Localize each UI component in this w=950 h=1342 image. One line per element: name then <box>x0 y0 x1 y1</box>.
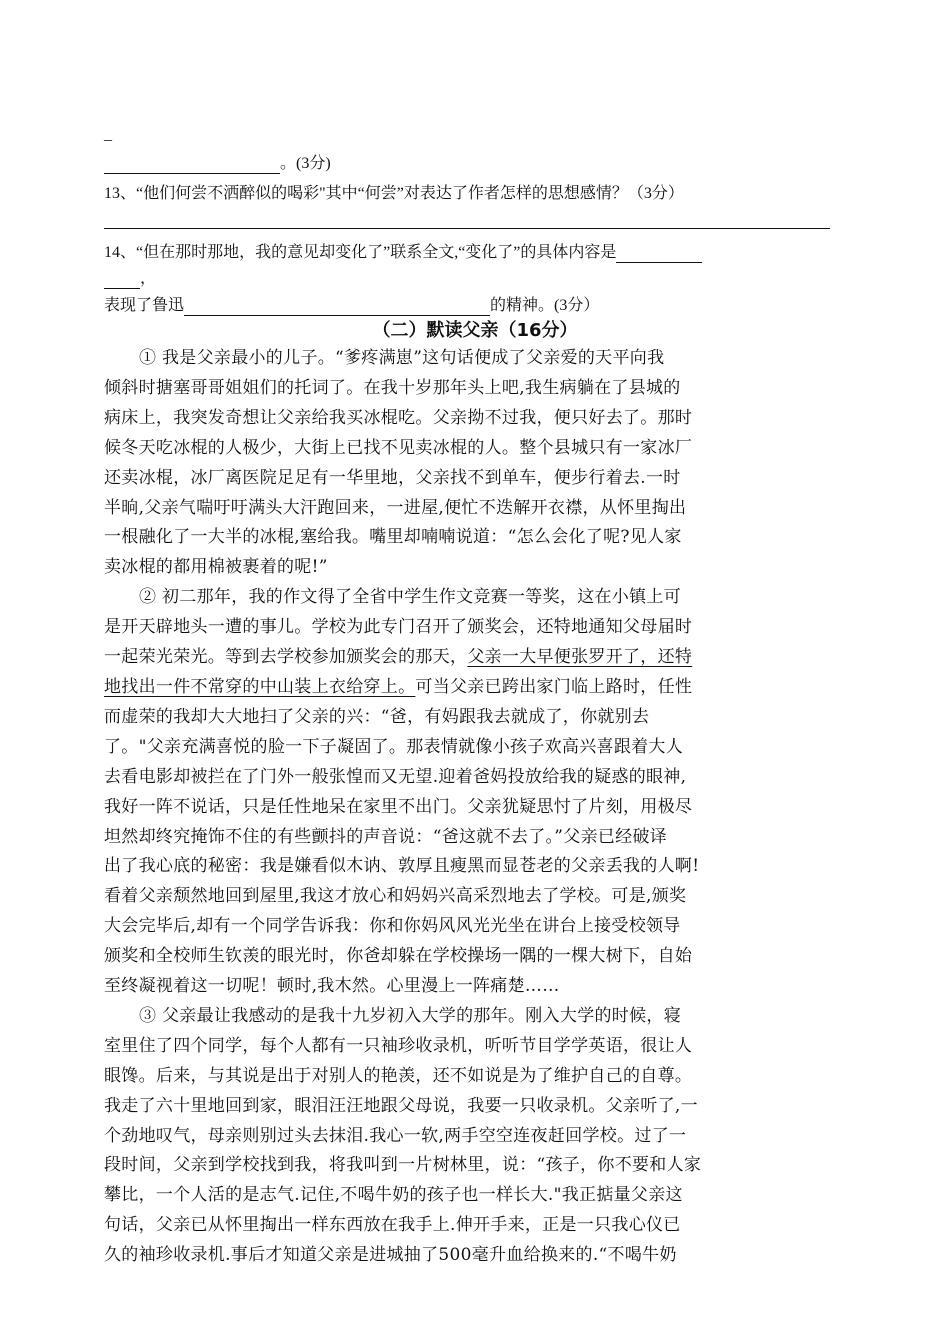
passage-line: 句话，父亲已从怀里掏出一样东西放在我手上.伸开手来，正是一只我心仪已 <box>104 1215 681 1236</box>
passage-line: 去看电影却被拦在了门外一般张惶而又无望.迎着爸妈投放给我的疑惑的眼神, <box>104 766 687 787</box>
passage-line: 大会完毕后,却有一个同学告诉我：你和你妈风风光光坐在讲台上接受校领导 <box>104 916 681 937</box>
underlined-sentence-part2: 地找出一件不常穿的中山装上衣给穿上。 <box>104 676 416 697</box>
q14-comma: ， <box>140 270 157 287</box>
reading-passage <box>104 344 848 1271</box>
passage-line: 卖冰棍的都用棉被裹着的呢!” <box>104 557 328 578</box>
q14-blank-1[interactable] <box>616 244 702 263</box>
passage-line: 出了我心底的秘密：我是嫌看似木讷、敦厚且瘦黑而显苍老的父亲丢我的人啊! <box>104 856 700 877</box>
passage-line: 是开天辟地头一遭的事儿。学校为此专门召开了颁奖会，还特地通知父母届时 <box>104 617 693 638</box>
paragraph-1 <box>104 344 848 583</box>
passage-line: ③ 父亲最让我感动的是我十九岁初入大学的那年。刚入大学的时候，寝 <box>139 1005 682 1026</box>
q13-blank[interactable] <box>104 210 830 229</box>
passage-line: 而虚荣的我却大大地扫了父亲的兴：“爸，有妈跟我去就成了，你就别去 <box>104 706 650 727</box>
q14-prefix: 表现了鲁迅 <box>104 297 185 314</box>
passage-line: ① 我是父亲最小的儿子。“爹疼满崽”这句话便成了父亲爱的天平向我 <box>139 348 665 368</box>
q14-blank-1-cont[interactable] <box>104 270 140 289</box>
passage-line: 一根融化了一大半的冰棍,塞给我。嘴里却喃喃说道：“怎么会化了呢?见人家 <box>104 527 682 548</box>
passage-text: 可当父亲已跨出家门临上路时，任性 <box>415 676 693 697</box>
section-title: （二）默读父亲（16分） <box>372 320 578 341</box>
q12-answer-line <box>104 150 331 174</box>
passage-line: 还卖冰棍，冰厂离医院足足有一华里地，父亲找不到单车，便步行着去.一时 <box>104 467 681 488</box>
passage-line: 候冬天吃冰棍的人极少，大街上已找不见卖冰棍的人。整个县城只有一家冰厂 <box>104 437 693 458</box>
q14-text: 14、“但在那时那地，我的意见却变化了”联系全文,“变化了”的具体内容是 <box>104 244 617 261</box>
passage-text: 一起荣光荣光。等到去学校参加颁奖会的那天， <box>104 647 468 668</box>
stray-dash: _ <box>104 126 112 143</box>
q14-suffix: 的精神。(3分） <box>490 297 600 314</box>
passage-line: 室里住了四个同学，每个人都有一只袖珍收录机，听听节目学学英语，很让人 <box>104 1035 693 1056</box>
passage-line: 至终凝视着这一切呢！顿时,我木然。心里漫上一阵痛楚…… <box>104 976 560 997</box>
q13-answer-line[interactable] <box>104 210 830 229</box>
passage-line: 了。"父亲充满喜悦的脸一下子凝固了。那表情就像小孩子欢高兴喜跟着大人 <box>104 736 684 757</box>
passage-line: 攀比，一个人活的是志气.记住,不喝牛奶的孩子也一样长大."我正掂量父亲这 <box>104 1185 683 1206</box>
passage-line: 我好一阵不说话，只是任性地呆在家里不出门。父亲犹疑思忖了片刻，用极尽 <box>104 796 693 817</box>
passage-line: 段时间，父亲到学校找到我，将我叫到一片树林里，说：“孩子，你不要和人家 <box>104 1155 702 1176</box>
q14-blank-2[interactable] <box>184 297 490 316</box>
paragraph-3 <box>104 1002 848 1271</box>
q12-score: 。(3分) <box>280 155 331 172</box>
question-14 <box>104 239 702 263</box>
paragraph-2 <box>104 583 848 1002</box>
q14-continuation <box>104 265 156 289</box>
passage-line: 病床上，我突发奇想让父亲给我买冰棍吃。父亲拗不过我，便只好去了。那时 <box>104 407 693 428</box>
q14-second-part <box>104 292 599 316</box>
passage-line: 颁奖和全校师生钦羡的眼光时，你爸却躲在学校操场一隅的一棵大树下，自始 <box>104 946 693 967</box>
passage-line: 久的袖珍收录机.事后才知道父亲是进城抽了500毫升血给换来的.“不喝牛奶 <box>104 1245 677 1266</box>
q12-blank[interactable] <box>104 155 280 174</box>
question-13: 13、“他们何尝不洒醉似的喝彩"其中“何尝”对表达了作者怎样的思想感情？（3分） <box>104 185 684 202</box>
passage-line <box>104 643 848 673</box>
passage-line: 眼馋。后来，与其说是出于对别人的艳羡，还不如说是为了维护自己的自尊。 <box>104 1065 693 1086</box>
passage-line <box>104 673 848 703</box>
passage-line: 半晌,父亲气喘吁吁满头大汗跑回来，一进屋,便忙不迭解开衣襟，从怀里掏出 <box>104 497 687 518</box>
passage-line: 坦然却终究掩饰不住的有些颤抖的声音说：“爸这就不去了。”父亲已经破译 <box>104 826 668 847</box>
passage-line: 个劲地叹气，母亲则别过头去抹泪.我心一软,两手空空连夜赶回学校。过了一 <box>104 1125 687 1146</box>
passage-line: 看着父亲颓然地回到屋里,我这才放心和妈妈兴高采烈地去了学校。可是,颁奖 <box>104 886 687 907</box>
underlined-sentence-part1: 父亲一大早便张罗开了，还特 <box>467 647 693 668</box>
passage-line: ② 初二那年，我的作文得了全省中学生作文竞赛一等奖，这在小镇上可 <box>139 587 682 608</box>
passage-line: 我走了六十里地回到家，眼泪汪汪地跟父母说，我要一只收录机。父亲听了,一 <box>104 1095 698 1116</box>
passage-line: 倾斜时搪塞哥哥姐姐们的托词了。在我十岁那年头上吧,我生病躺在了县城的 <box>104 377 681 398</box>
